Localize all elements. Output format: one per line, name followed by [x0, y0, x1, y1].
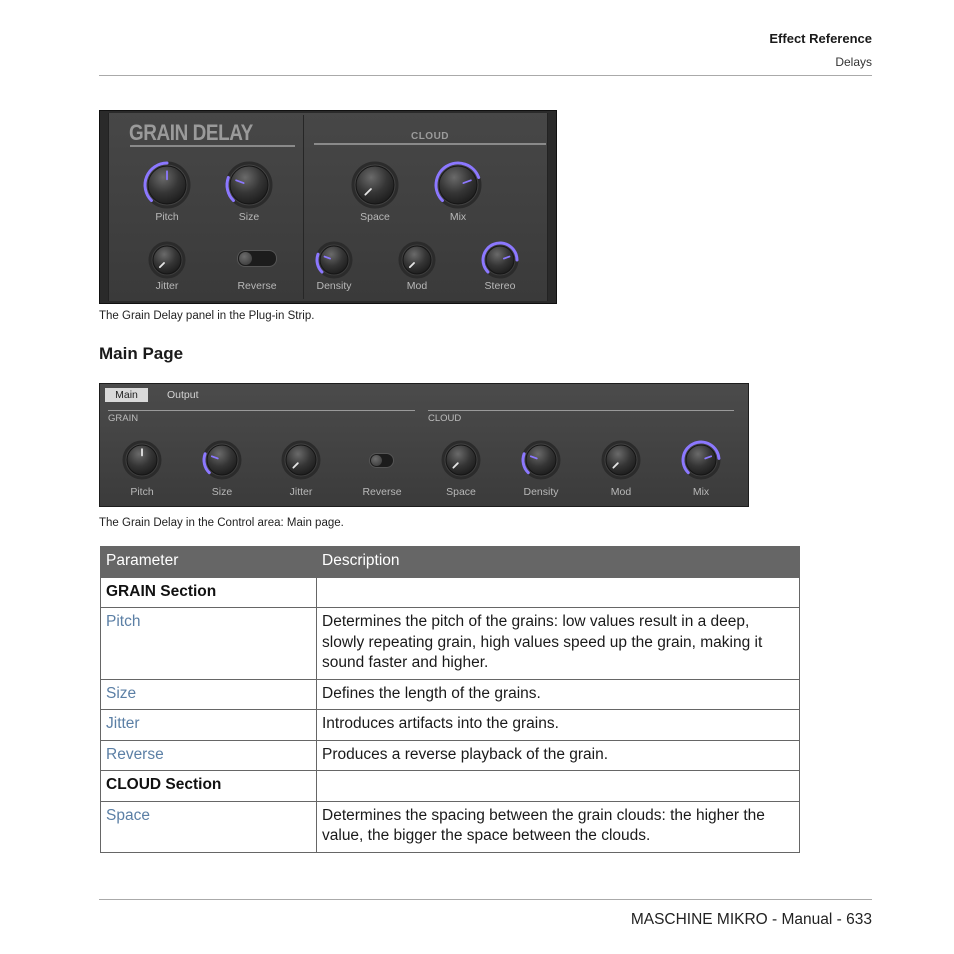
knob-label: Pitch [155, 211, 179, 223]
parameter-description: Determines the spacing between the grain clouds: the higher the value, the bigger the space between the clouds. [317, 801, 800, 852]
tab-output[interactable]: Output [167, 389, 199, 401]
control-area-caption: The Grain Delay in the Control area: Main page. [99, 517, 344, 529]
toggle-knob [239, 252, 252, 265]
toggle-knob [371, 455, 382, 466]
grain-group-label: GRAIN [108, 413, 139, 424]
knob-body [439, 166, 477, 204]
knob-body [446, 445, 476, 475]
plugin-knob-mix[interactable] [432, 159, 484, 223]
knob-label: Size [238, 211, 260, 223]
knob-label: Size [211, 486, 233, 498]
knob-body [320, 246, 348, 274]
knob-label: Mix [692, 486, 710, 498]
knob-body [230, 166, 268, 204]
plugin-title: GRAIN DELAY [129, 120, 253, 145]
control-knob-mod[interactable] [599, 438, 643, 498]
parameter-name: Pitch [101, 608, 317, 680]
knob-label: Mod [406, 280, 428, 292]
knob-graphic [439, 438, 483, 482]
reverse-toggle-control[interactable] [369, 453, 394, 468]
plugin-knob-mod[interactable] [396, 239, 438, 292]
reverse-toggle-label: Reverse [362, 486, 402, 498]
knob-graphic [200, 438, 244, 482]
plugin-knob-space[interactable] [349, 159, 401, 223]
section-name: GRAIN Section [101, 577, 317, 608]
table-row [101, 608, 800, 680]
grain-delay-plugin-panel [99, 110, 557, 304]
cloud-group-label: CLOUD [428, 413, 462, 424]
knob-body [286, 445, 316, 475]
plugin-knob-jitter[interactable] [146, 239, 188, 292]
table-row [101, 740, 800, 771]
table-row [101, 801, 800, 852]
parameter-description: Defines the length of the grains. [317, 679, 800, 710]
table-header-description: Description [317, 547, 800, 578]
knob-body [207, 445, 237, 475]
knob-body [403, 246, 431, 274]
section-name: CLOUD Section [101, 771, 317, 802]
cloud-underline [314, 143, 546, 145]
header-rule [99, 75, 872, 76]
panel-divider [303, 115, 304, 299]
knob-body [686, 445, 716, 475]
grain-group-line [108, 410, 415, 411]
table-row [101, 710, 800, 741]
parameter-description: Determines the pitch of the grains: low values result in a deep, slowly repeating grain, high values speed up the grain, making it sound faster and higher. [317, 608, 800, 680]
control-knob-mix[interactable] [679, 438, 723, 498]
reverse-toggle-label: Reverse [237, 280, 277, 292]
knob-graphic [349, 159, 401, 211]
control-knob-density[interactable] [519, 438, 563, 498]
knob-label: Jitter [155, 280, 179, 292]
control-knob-size[interactable] [200, 438, 244, 498]
parameter-description [317, 771, 800, 802]
plugin-knob-size[interactable] [223, 159, 275, 223]
knob-graphic [396, 239, 438, 281]
knob-graphic [146, 239, 188, 281]
plugin-knob-pitch[interactable] [141, 159, 193, 223]
knob-graphic [479, 239, 521, 281]
knob-body [526, 445, 556, 475]
knob-graphic [120, 438, 164, 482]
knob-label: Space [446, 486, 476, 498]
knob-body [356, 166, 394, 204]
table-row [101, 679, 800, 710]
control-knob-pitch[interactable] [120, 438, 164, 498]
parameter-name: Jitter [101, 710, 317, 741]
parameter-description: Produces a reverse playback of the grain. [317, 740, 800, 771]
table-section-row [101, 771, 800, 802]
parameter-name: Reverse [101, 740, 317, 771]
plugin-knob-stereo[interactable] [479, 239, 521, 292]
knob-label: Jitter [289, 486, 313, 498]
knob-label: Density [523, 486, 559, 498]
knob-label: Pitch [130, 486, 154, 498]
knob-label: Mix [449, 211, 467, 223]
knob-body [486, 246, 514, 274]
table-section-row [101, 577, 800, 608]
parameter-name: Size [101, 679, 317, 710]
page-footer: MASCHINE MIKRO - Manual - 633 [630, 911, 872, 928]
section-header-subtitle: Delays [835, 55, 872, 69]
tab-main[interactable]: Main [105, 388, 148, 402]
knob-graphic [279, 438, 323, 482]
knob-graphic [223, 159, 275, 211]
section-header-title: Effect Reference [769, 31, 872, 46]
parameter-description [317, 577, 800, 608]
table-header-parameter: Parameter [101, 547, 317, 578]
knob-graphic [141, 159, 193, 211]
knob-label: Space [360, 211, 390, 223]
knob-graphic [432, 159, 484, 211]
control-knob-space[interactable] [439, 438, 483, 498]
footer-rule [99, 899, 872, 900]
knob-graphic [313, 239, 355, 281]
knob-label: Density [316, 280, 352, 292]
control-knob-jitter[interactable] [279, 438, 323, 498]
main-page-heading: Main Page [99, 344, 184, 363]
title-underline [130, 145, 295, 147]
knob-label: Mod [610, 486, 632, 498]
cloud-group-line [428, 410, 734, 411]
plugin-panel-caption: The Grain Delay panel in the Plug-in Strip. [99, 310, 315, 322]
parameter-name: Space [101, 801, 317, 852]
parameter-table [100, 546, 800, 853]
knob-body [606, 445, 636, 475]
knob-label: Stereo [484, 280, 516, 292]
control-area-panel [99, 383, 749, 507]
plugin-knob-density[interactable] [313, 239, 355, 292]
knob-graphic [599, 438, 643, 482]
table-header-row [101, 547, 800, 578]
parameter-description: Introduces artifacts into the grains. [317, 710, 800, 741]
knob-graphic [679, 438, 723, 482]
reverse-toggle[interactable] [237, 250, 277, 267]
cloud-section-label: CLOUD [410, 131, 450, 142]
knob-graphic [519, 438, 563, 482]
knob-body [153, 246, 181, 274]
